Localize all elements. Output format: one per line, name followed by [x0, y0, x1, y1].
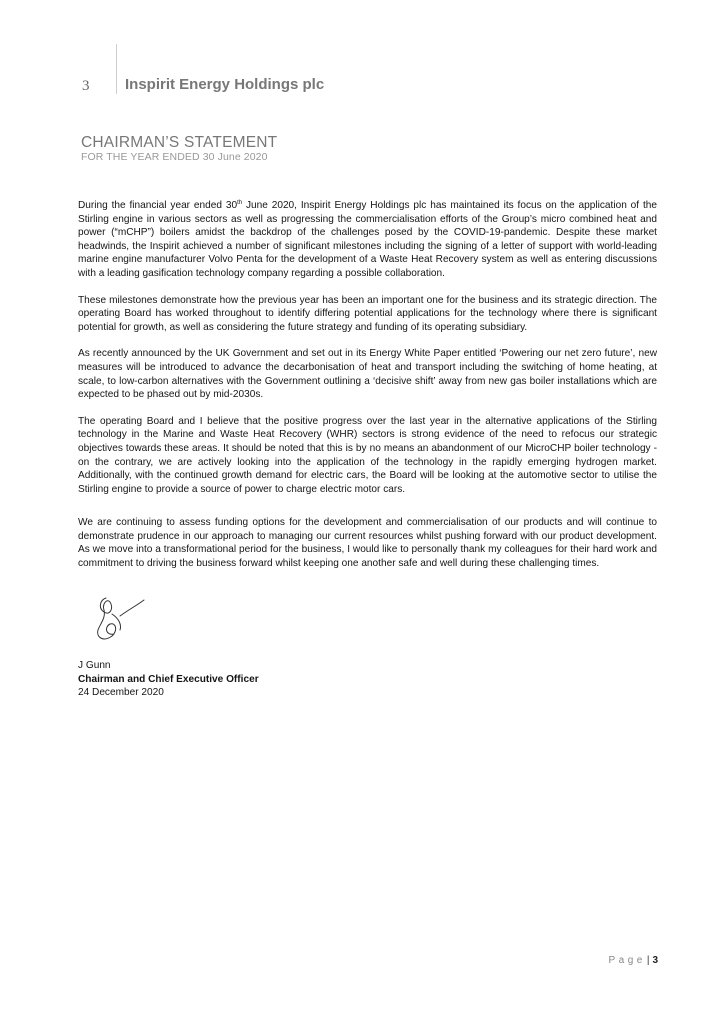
signatory-block [78, 659, 259, 700]
page-footer: Page| 3 [608, 955, 658, 966]
statement-body [78, 199, 657, 584]
section-title: CHAIRMAN’S STATEMENT [81, 134, 278, 151]
paragraph-2: These milestones demonstrate how the previous year has been an important one for the business and its strategic direction. The operating Board has worked throughout to identify differing potential applications for the technology where there is significant potential for growth, as well as considering the future strategy and funding of its operating subsidiary. [78, 294, 657, 333]
header-divider [116, 44, 117, 94]
footer-page-label: Page [608, 955, 646, 966]
header-company-name: Inspirit Energy Holdings plc [125, 76, 325, 93]
paragraph-4: The operating Board and I believe that the positive progress over the last year in the alternative applications of the Stirling technology in the Marine and Waste Heat Recovery (WHR) sectors is strong evidence of the need to refocus our strategic objectives towards these areas. It should be noted that this is by no means an abandonment of our MicroCHP boiler technology - on the contrary, we are actively looking into the application of the technology in the rapidly emerging hydrogen market. Additionally, with the continued growth demand for electric cars, the Board will be looking at the automotive sector to utilise the Stirling engine to provide a source of power to charge electric motor cars. [78, 415, 657, 495]
signatory-date: 24 December 2020 [78, 687, 164, 699]
section-subtitle: FOR THE YEAR ENDED 30 June 2020 [81, 151, 268, 163]
footer-page-number: 3 [652, 955, 658, 966]
signatory-role: Chairman and Chief Executive Officer [78, 673, 259, 685]
paragraph-3: As recently announced by the UK Government and set out in its Energy White Paper entitled ‘Powering our net zero future’, new measures will be introduced to advance the decarbonisation of heat and transport including the switching of home heating, at scale, to low-carbon alternatives with the Government outlining a ‘decisive shift’ away from new gas boiler installations which are expected to be phased out by mid-2030s. [78, 348, 657, 401]
signatory-name: J Gunn [78, 660, 111, 671]
header-page-number: 3 [82, 78, 90, 94]
paragraph-1: During the financial year ended 30th June 2020, Inspirit Energy Holdings plc has maintained its focus on the application of the Stirling engine in various sectors as well as progressing the commercialisation efforts of the Group’s micro combined heat and power (“mCHP”) boilers amidst the backdrop of the challenges posed by the COVID-19-pandemic. Despite these market headwinds, the Inspirit achieved a number of significant milestones including the signing of a letter of support with world-leading marine engine manufacturer Volvo Penta for the development of a Waste Heat Recovery system as well as entering discussions with a leading gasification technology company regarding a possible collaboration. [78, 200, 657, 279]
paragraph-5: We are continuing to assess funding options for the development and commercialisation of our products and will continue to demonstrate prudence in our approach to managing our current resources whilst pushing forward with our product development. As we move into a transformational period for the business, I would like to personally thank my colleagues for their hard work and commitment to driving the business forward whilst keeping one another safe and well during these challenging times. [78, 517, 657, 570]
signature-image [92, 594, 148, 644]
